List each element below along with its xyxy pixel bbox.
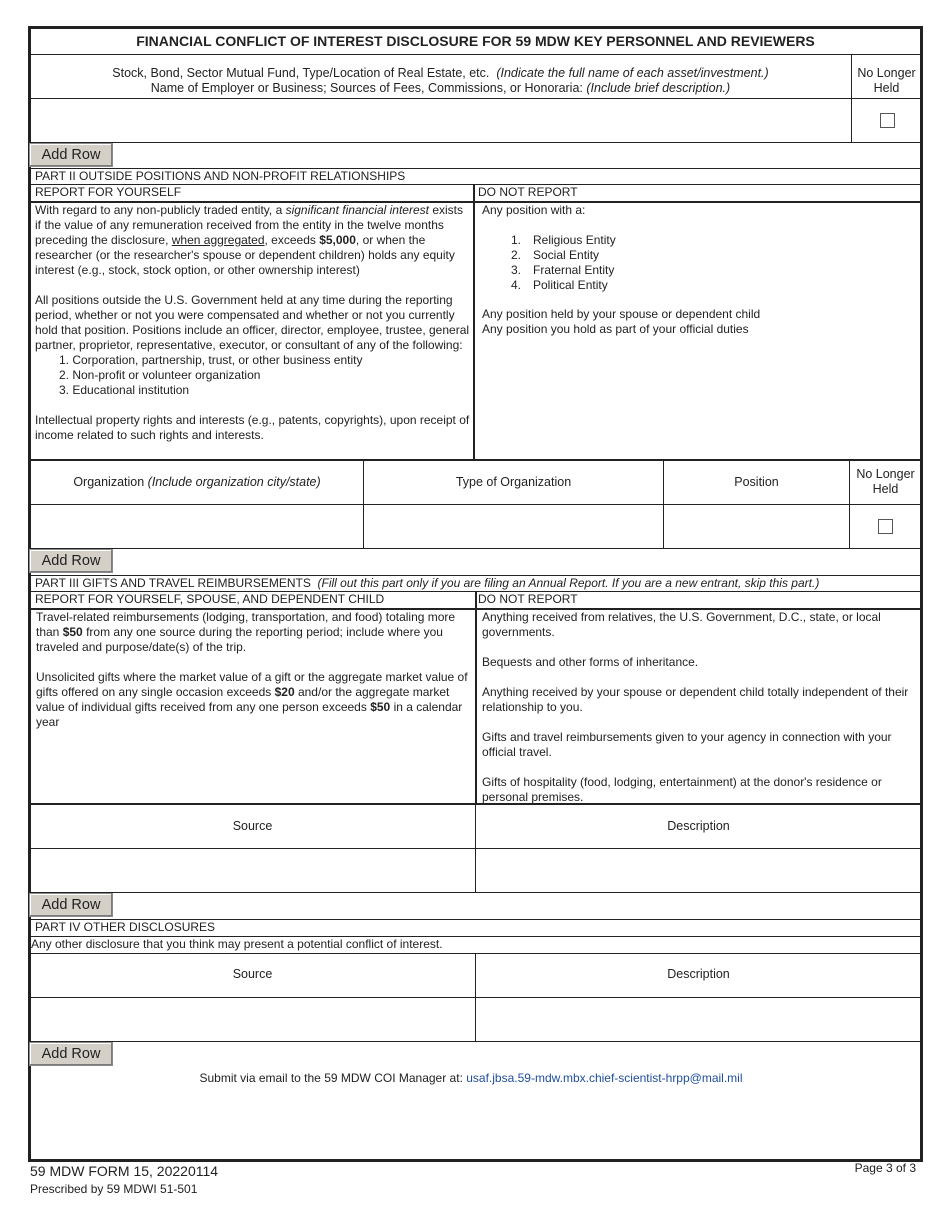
text-fragment: , or when the researcher (or the researcher's spouse or dependent children) holds any equity interest (e.g., stock, stock option, or other ownership interest) [35, 233, 455, 277]
part3-dnr-item: Bequests and other forms of inheritance. [482, 655, 699, 669]
part2-report-list [35, 353, 471, 398]
list-item: 2. Non-profit or volunteer organization [59, 368, 261, 382]
part1-no-longer-held-checkbox[interactable] [880, 113, 895, 128]
list-item [511, 278, 918, 293]
no-longer-held-line1: No Longer [856, 467, 915, 481]
divider [473, 185, 475, 460]
divider [475, 592, 477, 804]
no-longer-held-line2: Held [873, 81, 900, 95]
list-item [511, 248, 918, 263]
list-text: Political Entity [533, 278, 608, 292]
text-fragment: $50 [370, 700, 391, 714]
list-number: 2. [511, 248, 522, 262]
part3-col-source: Source [232, 819, 273, 833]
part3-title [35, 576, 919, 591]
part1-header-line1-note: (Indicate the full name of each asset/investment.) [496, 66, 769, 80]
part3-report-text [36, 610, 472, 730]
no-longer-held-line1: No Longer [857, 66, 916, 80]
text-fragment: in a calendar year [36, 700, 463, 729]
form-id: 59 MDW FORM 15, 20220114 [30, 1163, 219, 1179]
part3-dnr-item: Gifts and travel reimbursements given to your agency in connection with your official travel. [482, 730, 892, 759]
list-number: 4. [511, 278, 522, 292]
part3-dnr-item: Anything received by your spouse or dependent child totally independent of their relationship to you. [482, 685, 909, 714]
list-text: Fraternal Entity [533, 263, 615, 277]
divider [30, 1041, 921, 1042]
part2-report-text [35, 203, 471, 443]
divider [30, 997, 921, 998]
part2-title: PART II OUTSIDE POSITIONS AND NON-PROFIT RELATIONSHIPS [35, 169, 406, 183]
form-title: FINANCIAL CONFLICT OF INTEREST DISCLOSURE FOR 59 MDW KEY PERSONNEL AND REVIEWERS [136, 33, 815, 49]
text-fragment: $5,000 [319, 233, 356, 247]
list-text: Religious Entity [533, 233, 616, 247]
list-item: 3. Educational institution [59, 383, 190, 397]
divider [663, 461, 664, 549]
divider [363, 461, 364, 549]
text-fragment: , exceeds [264, 233, 320, 247]
text-fragment: significant financial interest [285, 203, 429, 217]
text-fragment: from any one source during the reporting period; include where you traveled and purpose/date(s) of the trip. [36, 625, 443, 654]
part2-report-paragraph-3: Intellectual property rights and interests (e.g., patents, copyrights), upon receipt of income related to such rights and interests. [35, 413, 470, 442]
submit-instructions [31, 1071, 911, 1086]
part3-description-input[interactable] [480, 854, 916, 888]
part2-no-longer-held-checkbox[interactable] [878, 519, 893, 534]
list-item: 1. Corporation, partnership, trust, or other business entity [59, 353, 363, 367]
text-fragment: when aggregated [171, 233, 265, 247]
list-text: Social Entity [533, 248, 600, 262]
part1-header-line2: Name of Employer or Business; Sources of Fees, Commissions, or Honoraria: [150, 81, 583, 95]
part2-col-position: Position [734, 475, 779, 489]
part2-report-paragraph-2: All positions outside the U.S. Government held at any time during the reporting period, whether or not you were compensated and whether or not you currently hold that position. Positions include an officer, director, employee, trustee, general partner, proprietor, representative, executor, or consultant of any of the following: [35, 293, 470, 352]
part3-dnr-item: Gifts of hospitality (food, lodging, entertainment) at the donor's residence or personal premises. [482, 775, 882, 804]
part2-report-paragraph-1 [35, 203, 471, 278]
divider [851, 55, 852, 143]
part4-intro: Any other disclosure that you think may present a potential conflict of interest. [31, 937, 443, 951]
divider [30, 504, 921, 505]
part2-dnr-spouse: Any position held by your spouse or dependent child [482, 307, 761, 321]
part4-title: PART IV OTHER DISCLOSURES [35, 920, 216, 934]
part2-col-organization [31, 475, 363, 490]
part1-column-header [31, 66, 850, 96]
part3-title-note: (Fill out this part only if you are filing an Annual Report. If you are a new entrant, skip this part.) [317, 576, 820, 590]
text-fragment: $50 [62, 625, 83, 639]
list-number: 3. [511, 263, 522, 277]
part1-asset-input[interactable] [34, 104, 846, 138]
part3-dnr-item: Anything received from relatives, the U.S. Government, D.C., state, or local governments. [482, 610, 881, 639]
text-fragment: and/or the aggregate market value of individual gifts received from any one person exceeds [36, 685, 450, 714]
part3-report-header: REPORT FOR YOURSELF, SPOUSE, AND DEPENDENT CHILD [35, 592, 385, 606]
part3-do-not-report-text [482, 610, 914, 805]
divider [30, 892, 921, 893]
list-item [511, 263, 918, 278]
divider [849, 461, 850, 549]
part2-do-not-report-text [482, 203, 918, 337]
part2-report-header: REPORT FOR YOURSELF [35, 185, 182, 199]
part3-source-input[interactable] [34, 854, 470, 888]
part2-dnr-official-duties: Any position you hold as part of your official duties [482, 322, 749, 336]
text-fragment: Unsolicited gifts where the market value of a gift or the aggregate market value of gifts offered on any single occasion exceeds [36, 670, 468, 699]
list-number: 1. [511, 233, 522, 247]
part4-col-source: Source [232, 967, 273, 981]
part4-source-input[interactable] [34, 1002, 470, 1036]
text-fragment: $20 [274, 685, 295, 699]
part2-dnr-intro: Any position with a: [482, 203, 586, 217]
part1-add-row-button[interactable]: Add Row [29, 143, 113, 167]
part3-report-paragraph-1 [36, 610, 472, 655]
part2-position-input[interactable] [668, 510, 845, 544]
part3-col-description: Description [667, 819, 730, 833]
text-fragment: With regard to any non-publicly traded entity, a [35, 203, 286, 217]
submit-email-link[interactable]: usaf.jbsa.59-mdw.mbx.chief-scientist-hrpp@mail.mil [466, 1071, 743, 1085]
part2-organization-input[interactable] [34, 510, 359, 544]
part1-header-line1: Stock, Bond, Sector Mutual Fund, Type/Location of Real Estate, etc. [112, 66, 490, 80]
part2-col-type: Type of Organization [455, 475, 572, 489]
part3-add-row-button[interactable]: Add Row [29, 893, 113, 917]
part1-no-longer-held-header [852, 66, 921, 96]
list-item [511, 233, 918, 248]
divider [30, 548, 921, 549]
text-fragment: Travel-related reimbursements (lodging, transportation, and food) totaling more than [36, 610, 456, 639]
part2-add-row-button[interactable]: Add Row [29, 549, 113, 573]
part4-col-description: Description [667, 967, 730, 981]
divider [30, 142, 921, 143]
divider [475, 805, 476, 893]
text-fragment: exists if the value of any remuneration received from the entity in the twelve months preceding the disclosure, [35, 203, 464, 247]
page-number: Page 3 of 3 [854, 1161, 916, 1175]
col-note: (Include organization city/state) [147, 475, 321, 489]
part2-type-input[interactable] [368, 510, 659, 544]
part3-title-text: PART III GIFTS AND TRAVEL REIMBURSEMENTS [35, 576, 311, 590]
divider [30, 848, 921, 849]
part2-col-no-longer-held [850, 467, 921, 497]
divider [30, 98, 921, 99]
divider [30, 54, 921, 55]
part4-description-input[interactable] [480, 1002, 916, 1036]
part1-header-line2-note: (Include brief description.) [586, 81, 731, 95]
part3-report-paragraph-2 [36, 670, 472, 730]
part2-do-not-report-header: DO NOT REPORT [478, 185, 578, 199]
no-longer-held-line2: Held [872, 482, 899, 496]
part2-dnr-list [482, 233, 918, 293]
col-label: Organization [73, 475, 148, 489]
part4-add-row-button[interactable]: Add Row [29, 1042, 113, 1066]
divider [30, 459, 921, 461]
part3-do-not-report-header: DO NOT REPORT [478, 592, 578, 606]
submit-text: Submit via email to the 59 MDW COI Manager at: [199, 1071, 467, 1085]
prescribed-by: Prescribed by 59 MDWI 51-501 [30, 1182, 198, 1196]
